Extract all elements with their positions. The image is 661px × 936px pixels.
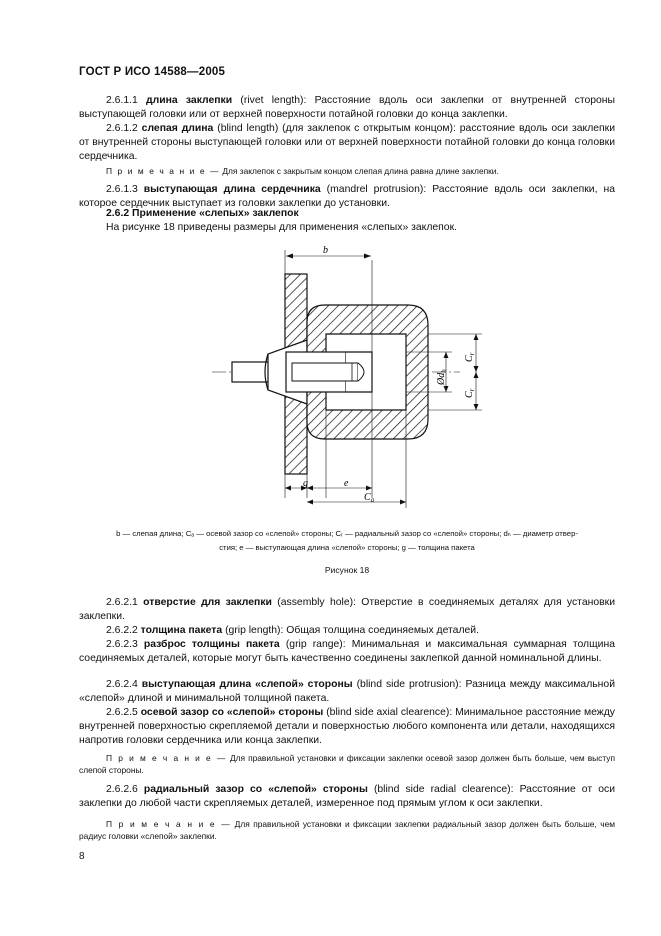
note-text: Для заклепок с закрытым концом слепая длина равна длине заклепки. (222, 166, 499, 176)
term: выступающая длина сердечника (143, 184, 321, 195)
document-header: ГОСТ Р ИСО 14588—2005 (79, 66, 226, 78)
definition-text: (mandrel protrusion): Расстояние вдоль оси заклепки, на которое сердечник выступает из головки заклепки до установки. (79, 184, 615, 209)
definition-text: (blind side axial clearence): Минимальное расстояние между внутренней поверхностью скрепляемой детали и поверхностью любого компонента или детали, находящихся напротив головки сердечника или конца заклепки. (79, 707, 615, 746)
note-text: Для правильной установки и фиксации заклепки осевой зазор должен быть больше, чем выступ слепой стороны. (79, 753, 616, 775)
definition-text: (assembly hole): Отверстие в соединяемых деталях для установки заклепки. (79, 597, 615, 622)
section-number: 2.6.2 (106, 208, 130, 219)
definition-text: (grip range): Минимальная и максимальная суммарная толщина соединяемых деталей, которые могут быть качественно соединены заклепкой данной номинальной длины. (79, 639, 615, 664)
term: слепая длина (141, 123, 214, 134)
term: длина заклепки (146, 95, 233, 106)
section-title: Применение «слепых» заклепок (132, 208, 299, 219)
section-intro: На рисунке 18 приведены размеры для применения «слепых» заклепок. (106, 222, 458, 233)
definition-text: (rivet length): Расстояние вдоль оси заклепки от внутренней стороны выступающей головки или от верхней поверхности потайной головки до конца заклепки. (79, 95, 616, 120)
dim-label-dh: $Ød_h$ (436, 369, 448, 385)
definition-2-6-2-1 (79, 596, 615, 624)
dim-label-g: g (303, 478, 308, 489)
clause-number: 2.6.2.4 (106, 679, 138, 690)
term: отверстие для заклепки (143, 597, 272, 608)
clause-number: 2.6.1.1 (106, 95, 138, 106)
term: радиальный зазор со «слепой» стороны (143, 784, 368, 795)
clause-number: 2.6.1.3 (106, 184, 138, 195)
dim-label-e: e (344, 478, 349, 489)
definition-text: (grip length): Общая толщина соединяемых деталей. (225, 625, 479, 636)
dim-label-cr-top: $C_r$ (464, 352, 476, 362)
note-text: Для правильной установки и фиксации заклепки радиальный зазор должен быть больше, чем радиус головки «слепой» заклепки. (79, 819, 616, 841)
definition-text: (blind side radial clearence): Расстояние от оси заклепки до любой части скрепляемых деталей, измеренное под прямым углом к оси заклепки. (79, 784, 615, 809)
clause-number: 2.6.2.5 (106, 707, 138, 718)
note-2 (79, 752, 615, 776)
term: толщина пакета (140, 625, 223, 636)
figure-caption: Рисунок 18 (324, 565, 370, 575)
definition-2-6-2-3 (79, 638, 615, 666)
definition-2-6-2-6 (79, 783, 615, 811)
figure-legend (79, 527, 615, 555)
clause-number: 2.6.1.2 (106, 123, 138, 134)
dim-label-ca: $C_a$ (364, 492, 375, 504)
clause-number: 2.6.2.1 (106, 597, 138, 608)
clause-number: 2.6.2.3 (106, 639, 138, 650)
term: разброс толщины пакета (143, 639, 280, 650)
clause-number: 2.6.2.2 (106, 625, 138, 636)
clause-number: 2.6.2.6 (106, 784, 138, 795)
definition-text: (blind side protrusion): Разница между максимальной «слепой» длиной и минимальной толщиной пакета. (79, 679, 616, 704)
dim-label-b: b (323, 245, 328, 256)
dim-label-cr-bottom: $C_r$ (464, 388, 476, 398)
note-3 (79, 818, 615, 842)
note-label: П р и м е ч а н и е — (106, 819, 232, 829)
definition-2-6-2-5 (79, 706, 615, 748)
term: выступающая длина «слепой» стороны (141, 679, 353, 690)
legend-line-1: b — слепая длина; Cₐ — осевой зазор со «слепой» стороны; Cᵣ — радиальный зазор со «слепой» стороны; dₕ — диаметр отвер- (116, 529, 578, 538)
note-label: П р и м е ч а н и е — (106, 753, 227, 763)
term: осевой зазор со «слепой» стороны (140, 707, 324, 718)
definition-2-6-2-4 (79, 678, 615, 706)
legend-line-2: стия; e — выступающая длина «слепой» стороны; g — толщина пакета (219, 543, 475, 552)
definition-2-6-2-2 (79, 624, 615, 638)
page-number: 8 (79, 851, 85, 862)
note-label: П р и м е ч а н и е — (106, 166, 220, 176)
definition-text: (blind length) (для заклепок с открытым концом): расстояние вдоль оси заклепки от внутренней стороны выступающей головки или от верхней поверхности потайной головки до конца головки сердечника. (79, 123, 616, 162)
